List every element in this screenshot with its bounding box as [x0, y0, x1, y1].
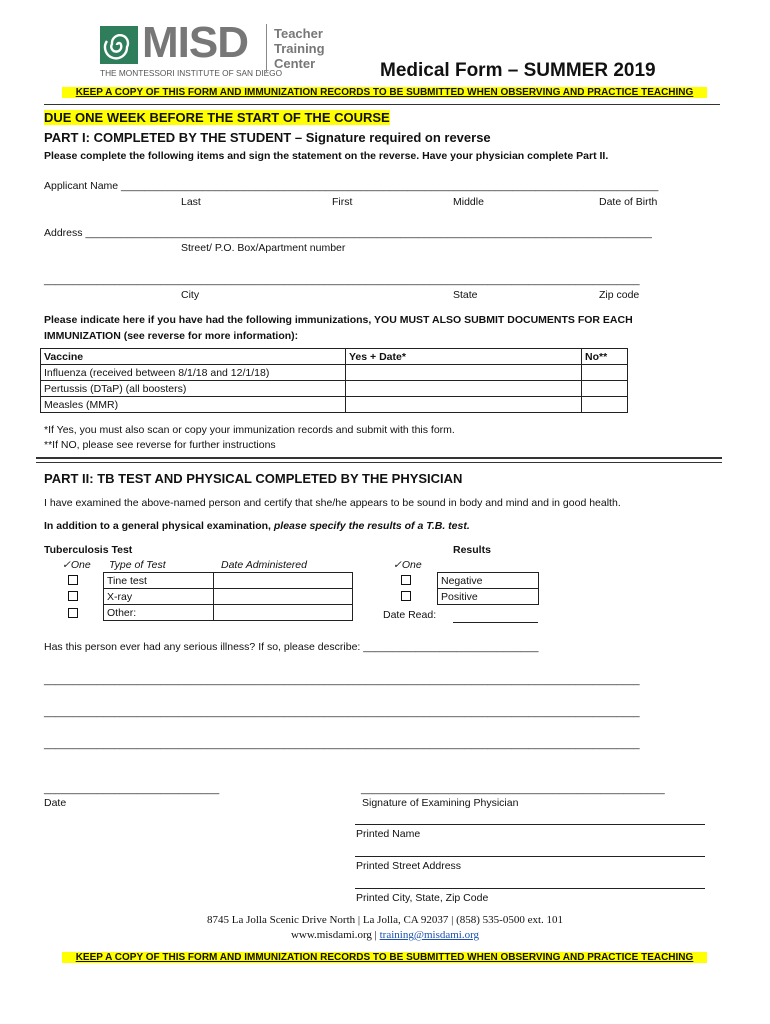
checkbox-icon[interactable] [68, 575, 78, 585]
checkbox-icon[interactable] [401, 591, 411, 601]
middle-label: Middle [453, 196, 484, 208]
checkmark-icon: ✓ [62, 559, 71, 571]
printed-street-field[interactable] [355, 856, 705, 857]
part1-instructions: Please complete the following items and sign the statement on the reverse. Have your physician complete Part II. [44, 150, 609, 162]
no-header: No** [582, 349, 628, 365]
yes-date-header: Yes + Date* [346, 349, 582, 365]
ttc-label: Teacher Training Center [274, 26, 325, 71]
city-field[interactable]: ______________________________________________________________________________________________________ [44, 274, 640, 286]
logo-divider [266, 24, 267, 72]
email-link[interactable]: training@misdami.org [379, 929, 480, 941]
vaccine-header: Vaccine [41, 349, 346, 365]
yes-date-cell[interactable] [346, 397, 582, 413]
table-header-row [41, 349, 628, 365]
printed-street-label: Printed Street Address [356, 860, 462, 872]
note-no: **If NO, please see reverse for further instructions [44, 439, 276, 451]
vaccine-name: Influenza (received between 8/1/18 and 12/1/18) [41, 365, 346, 381]
form-title: Medical Form – SUMMER 2019 [380, 60, 656, 81]
last-label: Last [181, 196, 201, 208]
footer-notice: KEEP A COPY OF THIS FORM AND IMMUNIZATION RECORDS TO BE SUBMITTED WHEN OBSERVING AND PRACTICE TEACHING [62, 952, 707, 963]
table-row [41, 381, 628, 397]
date-administered-cell[interactable] [214, 605, 353, 621]
part2-heading: PART II: TB TEST AND PHYSICAL COMPLETED BY THE PHYSICIAN [44, 471, 463, 486]
signature-field[interactable]: ____________________________________________________ [361, 783, 665, 795]
section-divider [36, 457, 722, 463]
table-row [104, 573, 353, 589]
immunization-instructions: Please indicate here if you have had the following immunizations, YOU MUST ALSO SUBMIT DOCUMENTS FOR EACH IMMUNIZATION (see reverse for more information): [44, 314, 633, 342]
state-label: State [453, 289, 478, 301]
address-field[interactable]: _________________________________________________________________________________________________ [85, 227, 652, 239]
address-row [44, 227, 652, 239]
date-label: Date [44, 797, 67, 809]
date-administered-cell[interactable] [214, 589, 353, 605]
tb-col-one: ✓One [62, 559, 91, 571]
spiral-logo-icon [100, 26, 138, 64]
zip-label: Zip code [599, 289, 640, 301]
checkmark-icon: ✓ [393, 559, 402, 571]
printed-city-label: Printed City, State, Zip Code [356, 892, 489, 904]
footer-web [0, 929, 770, 941]
illness-question: Has this person ever had any serious illness? If so, please describe: ______________________________ [44, 641, 539, 653]
printed-city-field[interactable] [355, 888, 705, 889]
yes-date-cell[interactable] [346, 365, 582, 381]
table-row [41, 365, 628, 381]
tb-type: Tine test [104, 573, 214, 589]
table-row [104, 605, 353, 621]
tb-col-type: Type of Test [109, 559, 166, 571]
signature-label: Signature of Examining Physician [362, 797, 519, 809]
immunization-table [40, 348, 628, 413]
checkbox-icon[interactable] [68, 591, 78, 601]
date-read-field[interactable] [453, 622, 538, 623]
due-banner: DUE ONE WEEK BEFORE THE START OF THE COURSE [44, 110, 390, 125]
illness-line[interactable]: ______________________________________________________________________________________________________ [44, 706, 640, 718]
address-label: Address [44, 227, 83, 239]
website-link[interactable]: www.misdami.org | [290, 929, 377, 941]
date-administered-cell[interactable] [214, 573, 353, 589]
tb-col-date: Date Administered [221, 559, 307, 571]
logo-text: MISD [142, 18, 248, 67]
results-table [437, 572, 539, 605]
result-option: Negative [438, 573, 539, 589]
header-notice: KEEP A COPY OF THIS FORM AND IMMUNIZATION RECORDS TO BE SUBMITTED WHEN OBSERVING AND PRACTICE TEACHING [62, 87, 707, 98]
no-cell[interactable] [582, 397, 628, 413]
applicant-name-label: Applicant Name [44, 180, 119, 192]
header-rule [44, 104, 720, 105]
dob-label: Date of Birth [599, 196, 658, 208]
results-col-one: ✓One [393, 559, 422, 571]
illness-line[interactable]: ______________________________________________________________________________________________________ [44, 738, 640, 750]
first-label: First [332, 196, 353, 208]
logo-subtitle: THE MONTESSORI INSTITUTE OF SAN DIEGO [100, 68, 283, 78]
table-row [104, 589, 353, 605]
tb-test-table [103, 572, 353, 621]
no-cell[interactable] [582, 381, 628, 397]
part1-heading: PART I: COMPLETED BY THE STUDENT – Signature required on reverse [44, 130, 491, 145]
tb-instruction: In addition to a general physical examination, please specify the results of a T.B. test. [44, 520, 470, 532]
tb-type: X-ray [104, 589, 214, 605]
applicant-name-row [44, 180, 658, 192]
table-row [438, 573, 539, 589]
city-label: City [181, 289, 200, 301]
footer-address: 8745 La Jolla Scenic Drive North | La Jolla, CA 92037 | (858) 535-0500 ext. 101 [206, 914, 564, 926]
date-read-label: Date Read: [383, 609, 437, 621]
illness-line[interactable]: ______________________________________________________________________________________________________ [44, 674, 640, 686]
checkbox-icon[interactable] [68, 608, 78, 618]
printed-name-field[interactable] [355, 824, 705, 825]
applicant-name-field[interactable]: ____________________________________________________________________________________________ [121, 180, 659, 192]
certify-text: I have examined the above-named person and certify that she/he appears to be sound in body and mind and in good health. [44, 497, 621, 509]
street-label: Street/ P.O. Box/Apartment number [181, 242, 346, 254]
yes-date-cell[interactable] [346, 381, 582, 397]
note-yes: *If Yes, you must also scan or copy your immunization records and submit with this form. [44, 424, 455, 436]
table-row [438, 589, 539, 605]
tb-test-title: Tuberculosis Test [44, 544, 133, 556]
vaccine-name: Pertussis (DTaP) (all boosters) [41, 381, 346, 397]
table-row [41, 397, 628, 413]
vaccine-name: Measles (MMR) [41, 397, 346, 413]
date-field[interactable]: ______________________________ [44, 783, 220, 795]
results-title: Results [453, 544, 491, 556]
printed-name-label: Printed Name [356, 828, 421, 840]
result-option: Positive [438, 589, 539, 605]
no-cell[interactable] [582, 365, 628, 381]
checkbox-icon[interactable] [401, 575, 411, 585]
tb-type: Other: [104, 605, 214, 621]
logo [100, 18, 370, 80]
